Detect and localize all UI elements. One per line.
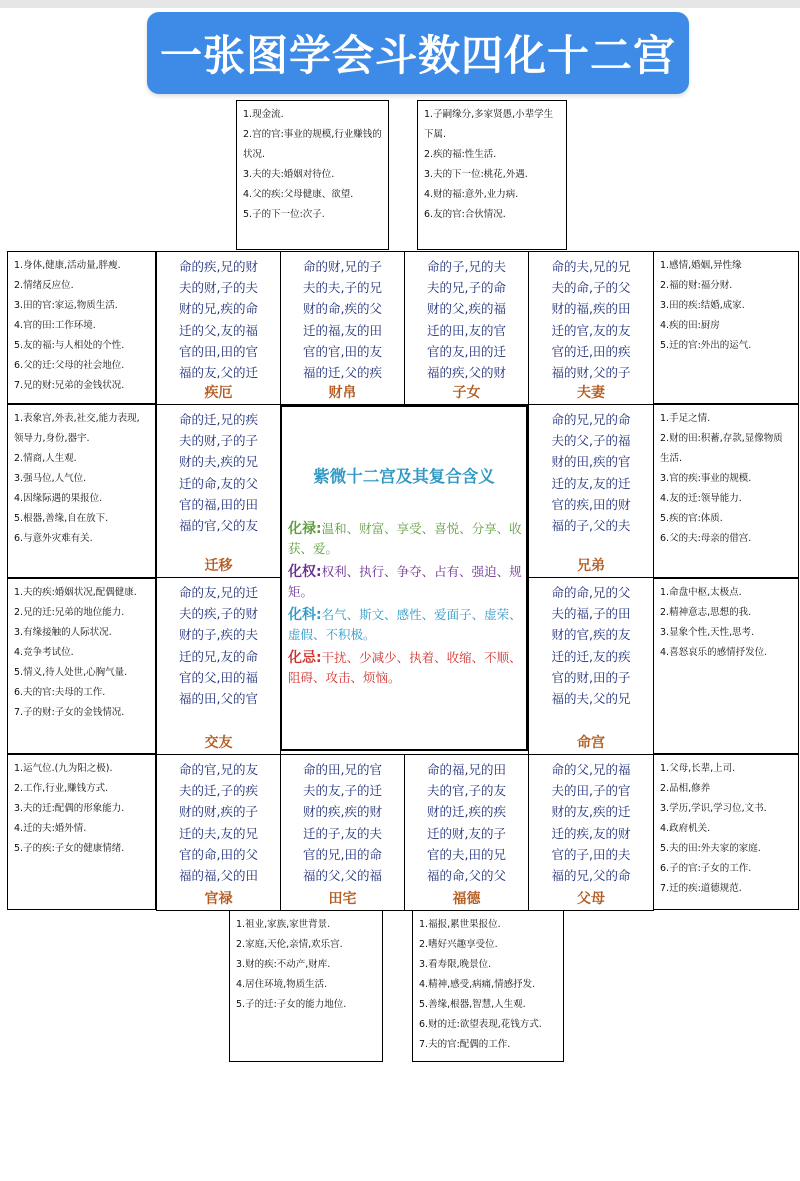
palace-xiong (528, 404, 654, 578)
hua-text: 名气、斯文、感性、爱面子、虚荣、虚假、不积极。 (288, 607, 522, 642)
note-item: 7.夫的官:配偶的工作. (419, 1039, 511, 1050)
note-item: 4.竞争考试位. (14, 647, 74, 658)
center-title: 紫微十二宫及其复合含义 (313, 467, 495, 486)
palace-fumu (528, 754, 654, 911)
palace-name: 夫妻 (577, 385, 605, 401)
relation-line: 福的兄,父的命 (551, 868, 631, 884)
note-item: 2.工作,行业,赚钱方式. (14, 783, 109, 794)
note-item: 4.居住环境,物质生活. (236, 979, 328, 990)
note-item: 3.夫的下一位:桃花,外遇. (424, 169, 528, 180)
relation-line: 命的田,兄的官 (303, 762, 382, 777)
note-item: 1.福报,累世果报位. (419, 919, 501, 930)
palace-qian (156, 404, 281, 578)
relation-line: 迁的子,友的夫 (303, 825, 382, 841)
center-panel (280, 405, 528, 751)
note-item: 2.财的田:积蓄,存款,显像物质生活. (660, 433, 783, 464)
note-item: 2.宫的官:事业的规模,行业赚钱的状况. (243, 129, 382, 160)
relation-line: 命的疾,兄的财 (179, 259, 258, 274)
note-item: 2.兄的迁:兄弟的地位能力. (14, 607, 125, 618)
note-item: 5.根器,善缘,自在放下. (14, 513, 109, 524)
note-item: 5.疾的官:体质. (660, 513, 723, 524)
palace-relations (529, 252, 653, 383)
note-item: 3.看寿限,晚景位. (419, 959, 492, 970)
note-item: 2.家庭,天伦,亲情,欢乐宫. (236, 939, 343, 950)
note-item: 6.与意外灾难有关. (14, 533, 93, 544)
relation-line: 财的父,疾的福 (427, 301, 506, 317)
hua-label: 化禄: (288, 521, 322, 537)
note-item: 2.福的财:福分财. (660, 280, 733, 291)
relation-line: 福的友,父的迁 (179, 365, 258, 381)
note-item: 5.子的下一位:次子. (243, 209, 325, 220)
hua-lu (288, 519, 524, 559)
note-item: 1.夫的疾:婚姻状况,配偶健康. (14, 587, 137, 598)
relation-line: 命的兄,兄的命 (551, 412, 631, 427)
note-item: 5.夫的田:外夫家的家庭. (660, 843, 761, 854)
relation-line: 财的命,疾的父 (303, 301, 382, 317)
note-item: 2.情商,人生观. (14, 453, 77, 464)
note-item: 5.善缘,根器,智慧,人生观. (419, 999, 526, 1010)
palace-zi (404, 251, 529, 405)
palace-jiao (156, 577, 281, 755)
note-item: 1.感情,婚姻,异性缘 (660, 260, 742, 271)
relation-line: 迁的田,友的官 (427, 322, 506, 338)
palace-tian (280, 754, 405, 911)
note-item: 4.因缘际遇的果报位. (14, 493, 103, 504)
note-item: 3.有缘接触的人际状况. (14, 627, 112, 638)
relation-line: 财的官,疾的友 (551, 627, 631, 643)
note-item: 7.子的财:子女的金钱情况. (14, 707, 125, 718)
note-item: 2.疾的福:性生活. (424, 149, 497, 160)
note-item: 6.夫的官:夫母的工作. (14, 687, 106, 698)
relation-line: 迁的官,友的友 (551, 322, 631, 338)
note-item: 1.手足之情. (660, 413, 711, 424)
palace-jie (156, 251, 281, 405)
note-item: 3.官的疾:事业的规模. (660, 473, 752, 484)
palace-relations (405, 755, 528, 886)
note-item: 3.强马位,人气位. (14, 473, 87, 484)
notes-left-jiao (7, 578, 156, 754)
top-bar (0, 0, 800, 8)
relation-line: 夫的迁,子的疾 (179, 783, 258, 799)
palace-name: 财帛 (328, 385, 357, 401)
palace-name: 子女 (452, 385, 481, 401)
relation-line: 迁的夫,友的兄 (179, 825, 258, 841)
note-item: 6.子的官:子女的工作. (660, 863, 752, 874)
note-item: 3.田的官:家运,物质生活. (14, 300, 118, 311)
note-item: 1.命盘中枢,太极点. (660, 587, 742, 598)
relation-line: 迁的父,友的福 (179, 322, 258, 338)
note-item: 3.学历,学识,学习位,文书. (660, 803, 767, 814)
palace-relations (529, 578, 653, 709)
note-item: 5.迁的官:外出的运气. (660, 340, 752, 351)
note-item: 5.子的迁:子女的能力地位. (236, 999, 347, 1010)
relation-line: 财的田,疾的官 (551, 454, 631, 470)
relation-line: 夫的财,子的夫 (179, 280, 258, 296)
hua-text: 温和、财富、享受、喜悦、分享、收获、爱。 (288, 521, 522, 556)
relation-line: 命的官,兄的友 (179, 762, 258, 777)
notes-left-guan (7, 754, 156, 910)
palace-relations (157, 252, 280, 383)
note-item: 1.现金流. (243, 109, 284, 120)
palace-relations (529, 405, 653, 536)
note-item: 7.兄的财:兄弟的金钱状况. (14, 380, 125, 391)
relation-line: 福的田,父的官 (179, 691, 258, 707)
relation-line: 迁的迁,友的疾 (551, 648, 631, 664)
relation-line: 官的子,田的夫 (551, 846, 631, 862)
palace-name: 父母 (577, 891, 605, 907)
note-item: 4.政府机关. (660, 823, 711, 834)
relation-line: 迁的命,友的父 (179, 475, 258, 491)
relation-line: 夫的疾,子的财 (179, 606, 258, 622)
relation-line: 迁的疾,友的财 (551, 825, 631, 841)
note-item: 6.父的夫:母亲的借宫. (660, 533, 752, 544)
note-item: 5.友的福:与人相处的个性. (14, 340, 125, 351)
note-item: 4.友的迁:领导能力. (660, 493, 742, 504)
relation-line: 财的迁,疾的疾 (427, 804, 506, 820)
notes-left-jie (7, 251, 156, 404)
palace-relations (405, 252, 528, 383)
note-item: 4.父的疾:父母健康、欲望. (243, 189, 354, 200)
note-item: 3.财的疾:不动产,财库. (236, 959, 331, 970)
relation-line: 命的命,兄的父 (551, 585, 631, 600)
note-item: 3.田的疾:结婚,成家. (660, 300, 745, 311)
palace-relations (157, 755, 280, 886)
relation-line: 夫的田,子的官 (551, 783, 631, 799)
palace-relations (529, 755, 653, 886)
relation-line: 官的父,田的福 (179, 669, 258, 685)
note-item: 3.夫的迁:配偶的形象能力. (14, 803, 125, 814)
palace-relations (157, 405, 280, 536)
relation-line: 财的福,疾的田 (551, 301, 631, 317)
note-item: 3.夫的夫:婚姻对待位. (243, 169, 335, 180)
relation-line: 夫的命,子的父 (551, 280, 631, 296)
hua-text: 权利、执行、争夺、占有、强迫、规矩。 (288, 564, 522, 599)
palace-name: 命宫 (577, 735, 605, 751)
relation-line: 官的兄,田的命 (303, 846, 382, 862)
note-item: 1.运气位.(九为阳之极). (14, 763, 113, 774)
note-item: 4.疾的田:厨房 (660, 320, 720, 331)
notes-right-fumu (653, 754, 799, 910)
relation-line: 命的财,兄的子 (303, 259, 382, 274)
palace-fu (528, 251, 654, 405)
palace-relations (281, 755, 404, 886)
relation-line: 官的田,田的官 (179, 343, 258, 359)
relation-line: 福的财,父的子 (551, 365, 631, 381)
note-item: 1.祖业,家族,家世背景. (236, 919, 331, 930)
relation-line: 财的疾,疾的财 (303, 804, 382, 820)
relation-line: 官的疾,田的财 (551, 496, 631, 512)
relation-line: 夫的官,子的友 (427, 783, 506, 799)
relation-line: 命的父,兄的福 (551, 762, 631, 777)
relation-line: 命的夫,兄的兄 (551, 259, 631, 274)
relation-line: 福的父,父的福 (303, 868, 382, 884)
relation-line: 福的命,父的父 (427, 868, 506, 884)
note-item: 2.品相,修养 (660, 783, 711, 794)
relation-line: 官的财,田的子 (551, 669, 631, 685)
notes-top-cai (236, 100, 389, 250)
note-item: 1.父母,长辈,上司. (660, 763, 736, 774)
relation-line: 命的子,兄的夫 (427, 259, 506, 274)
palace-relations (281, 252, 404, 383)
notes-bottom-tian (229, 910, 383, 1062)
palace-name: 田宅 (328, 891, 357, 907)
relation-line: 官的官,田的友 (303, 343, 382, 359)
note-item: 5.情义,待人处世,心胸气量. (14, 667, 128, 678)
relation-line: 夫的友,子的迁 (303, 783, 382, 799)
palace-ming (528, 577, 654, 755)
palace-name: 疾厄 (204, 385, 233, 401)
relation-line: 夫的父,子的福 (551, 433, 631, 449)
note-item: 2.情绪反应位. (14, 280, 74, 291)
notes-top-zi (417, 100, 567, 250)
note-item: 6.父的迁:父母的社会地位. (14, 360, 125, 371)
notes-bottom-fude (412, 910, 564, 1062)
note-item: 4.迁的夫:婚外情. (14, 823, 87, 834)
palace-fude (404, 754, 529, 911)
note-item: 5.子的疾:子女的健康情绪. (14, 843, 125, 854)
palace-relations (157, 578, 280, 709)
relation-line: 夫的夫,子的兄 (303, 280, 382, 296)
relation-line: 夫的福,子的田 (551, 606, 631, 622)
relation-line: 福的官,父的友 (179, 518, 258, 534)
palace-guan (156, 754, 281, 911)
relation-line: 财的子,疾的夫 (179, 627, 258, 643)
note-item: 1.身体,健康,活动量,胖瘦. (14, 260, 121, 271)
page-title: 一张图学会斗数四化十二宫 (159, 31, 676, 80)
relation-line: 财的夫,疾的兄 (179, 454, 258, 470)
note-item: 2.精神意志,思想的我. (660, 607, 752, 618)
note-item: 4.财的福:意外,业力病. (424, 189, 519, 200)
hua-label: 化权: (288, 564, 322, 580)
relation-line: 官的命,田的父 (179, 846, 258, 862)
relation-line: 福的迁,父的疾 (303, 365, 382, 381)
note-item: 2.嗜好兴趣享受位. (419, 939, 498, 950)
note-item: 6.友的官:合伙情况. (424, 209, 506, 220)
hua-label: 化忌: (288, 650, 322, 666)
note-item: 1.表象宫,外表,社交,能力表现,领导力,身份,器宇. (14, 413, 140, 444)
palace-name: 福德 (452, 891, 481, 907)
relation-line: 夫的财,子的子 (179, 433, 258, 449)
note-item: 1.子嗣缘分,多家贤愚,小辈学生下属. (424, 109, 554, 140)
relation-line: 官的迁,田的疾 (551, 343, 631, 359)
note-item: 7.迁的疾:道德规范. (660, 883, 742, 894)
notes-right-xiong (653, 404, 799, 578)
hua-ji (288, 648, 524, 688)
relation-line: 官的福,田的田 (179, 496, 258, 512)
hua-quan (288, 562, 524, 602)
relation-line: 命的迁,兄的疾 (179, 412, 258, 427)
palace-name: 官禄 (204, 891, 233, 907)
hua-label: 化科: (288, 607, 322, 623)
relation-line: 夫的兄,子的命 (427, 280, 506, 296)
hua-ke (288, 605, 524, 645)
relation-line: 福的福,父的田 (179, 868, 258, 884)
palace-name: 迁移 (204, 558, 233, 574)
relation-line: 财的财,疾的子 (179, 804, 258, 820)
note-item: 4.喜怒哀乐的感情抒发位. (660, 647, 768, 658)
relation-line: 迁的兄,友的命 (179, 648, 258, 664)
note-item: 4.官的田:工作环境. (14, 320, 96, 331)
note-item: 3.显象个性,天性,思考. (660, 627, 755, 638)
notes-right-fu (653, 251, 799, 404)
palace-cai (280, 251, 405, 405)
relation-line: 福的子,父的夫 (551, 518, 631, 534)
title-banner (147, 12, 689, 94)
relation-line: 命的友,兄的迁 (179, 585, 258, 600)
relation-line: 迁的友,友的迁 (551, 475, 631, 491)
palace-name: 兄弟 (577, 558, 605, 574)
relation-line: 官的友,田的迁 (427, 343, 506, 359)
relation-line: 命的福,兄的田 (427, 762, 506, 777)
relation-line: 福的疾,父的财 (427, 365, 506, 381)
relation-line: 福的夫,父的兄 (551, 691, 631, 707)
note-item: 6.财的迁:欲望表现,花钱方式. (419, 1019, 542, 1030)
hua-text: 干扰、少减少、执着、收缩、不顺、阻碍、攻击、烦恼。 (288, 650, 522, 685)
notes-right-ming (653, 578, 799, 754)
relation-line: 迁的福,友的田 (303, 322, 382, 338)
relation-line: 财的兄,疾的命 (179, 301, 258, 317)
relation-line: 官的夫,田的兄 (427, 846, 506, 862)
note-item: 4.精神,感受,病痛,情感抒发. (419, 979, 536, 990)
notes-left-qian (7, 404, 156, 578)
relation-line: 迁的财,友的子 (427, 825, 506, 841)
palace-name: 交友 (204, 735, 233, 751)
relation-line: 财的友,疾的迁 (551, 804, 631, 820)
